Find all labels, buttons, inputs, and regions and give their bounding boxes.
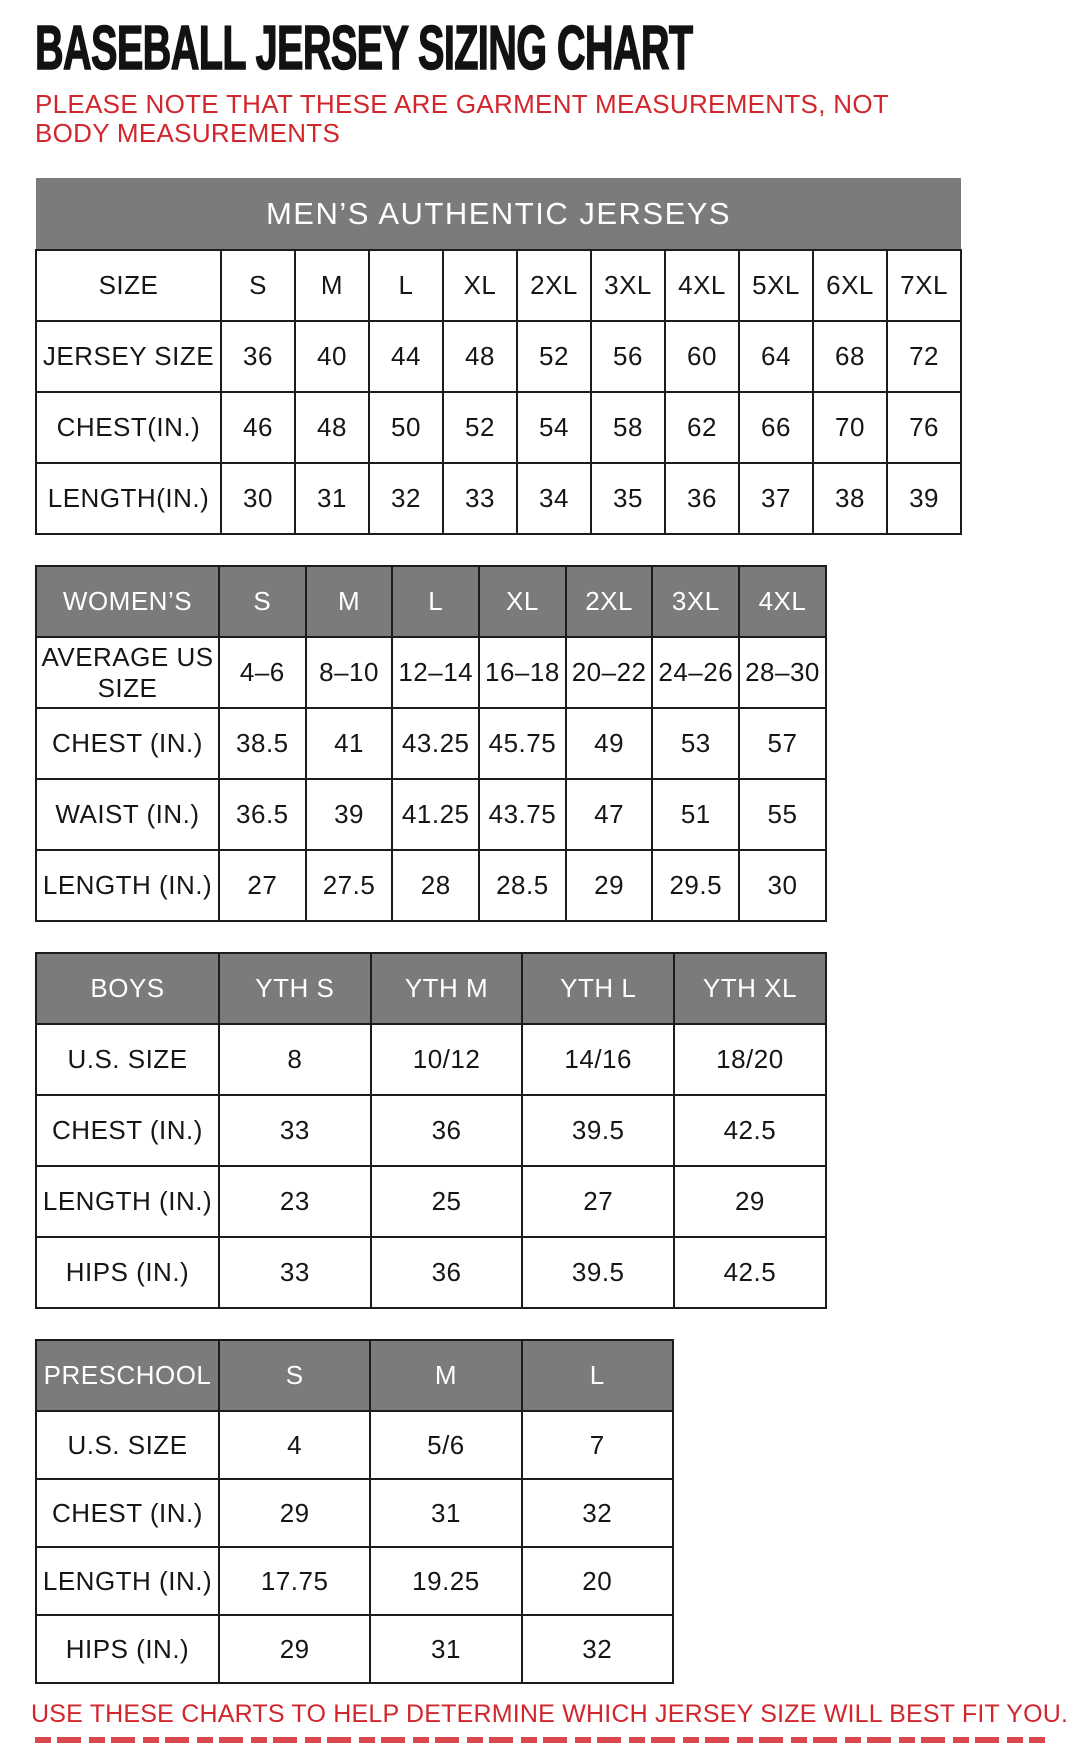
row-label: HIPS (IN.) — [36, 1615, 219, 1683]
row-label: AVERAGE US SIZE — [36, 637, 219, 708]
table-header-cell: L — [522, 1340, 673, 1411]
row-label: LENGTH (IN.) — [36, 1166, 219, 1237]
table-header-cell: S — [219, 1340, 370, 1411]
data-cell: 36.5 — [219, 779, 306, 850]
data-cell: 31 — [370, 1615, 521, 1683]
data-cell: 36 — [371, 1237, 523, 1308]
data-cell: 41 — [306, 708, 393, 779]
data-cell: 36 — [221, 321, 295, 392]
table-header-row — [36, 1340, 673, 1411]
data-cell: 17.75 — [219, 1547, 370, 1615]
data-cell: 24–26 — [652, 637, 739, 708]
data-cell: 27 — [219, 850, 306, 921]
data-cell: 60 — [665, 321, 739, 392]
data-cell: 72 — [887, 321, 961, 392]
table-header-cell: 3XL — [652, 566, 739, 637]
table-header-cell: YTH XL — [674, 953, 826, 1024]
table-row — [36, 1411, 673, 1479]
table-header-cell: YTH L — [522, 953, 674, 1024]
data-cell: 16–18 — [479, 637, 566, 708]
data-cell: 33 — [219, 1095, 371, 1166]
table-row — [36, 708, 826, 779]
data-cell: S — [221, 250, 295, 321]
data-cell: 33 — [219, 1237, 371, 1308]
data-cell: 14/16 — [522, 1024, 674, 1095]
page-title: BASEBALL JERSEY SIZING CHART — [35, 14, 693, 83]
table-row — [36, 250, 961, 321]
data-cell: 47 — [566, 779, 653, 850]
data-cell: 4–6 — [219, 637, 306, 708]
data-cell: 32 — [522, 1615, 673, 1683]
data-cell: XL — [443, 250, 517, 321]
row-label: WAIST (IN.) — [36, 779, 219, 850]
data-cell: 39.5 — [522, 1095, 674, 1166]
row-label: HIPS (IN.) — [36, 1237, 219, 1308]
row-label: LENGTH(IN.) — [36, 463, 221, 534]
row-label: CHEST(IN.) — [36, 392, 221, 463]
table-header-label: BOYS — [36, 953, 219, 1024]
table-row — [36, 637, 826, 708]
data-cell: 48 — [443, 321, 517, 392]
table-row — [36, 850, 826, 921]
table-header-cell: M — [370, 1340, 521, 1411]
data-cell: 39 — [887, 463, 961, 534]
data-cell: 28 — [392, 850, 479, 921]
data-cell: 30 — [221, 463, 295, 534]
data-cell: 20 — [522, 1547, 673, 1615]
preschool-sizing-table — [35, 1339, 674, 1684]
data-cell: 40 — [295, 321, 369, 392]
table-row — [36, 1095, 826, 1166]
row-label: JERSEY SIZE — [36, 321, 221, 392]
data-cell: 46 — [221, 392, 295, 463]
table-header-cell: 4XL — [739, 566, 826, 637]
data-cell: 48 — [295, 392, 369, 463]
data-cell: 7 — [522, 1411, 673, 1479]
data-cell: 54 — [517, 392, 591, 463]
data-cell: 2XL — [517, 250, 591, 321]
data-cell: 37 — [739, 463, 813, 534]
data-cell: M — [295, 250, 369, 321]
data-cell: 31 — [370, 1479, 521, 1547]
table-header-cell: S — [219, 566, 306, 637]
data-cell: 3XL — [591, 250, 665, 321]
womens-sizing-table — [35, 565, 827, 922]
table-header-label: PRESCHOOL — [36, 1340, 219, 1411]
data-cell: 18/20 — [674, 1024, 826, 1095]
data-cell: 38 — [813, 463, 887, 534]
data-cell: 42.5 — [674, 1237, 826, 1308]
data-cell: 51 — [652, 779, 739, 850]
row-label: U.S. SIZE — [36, 1411, 219, 1479]
row-label: CHEST (IN.) — [36, 1479, 219, 1547]
data-cell: 41.25 — [392, 779, 479, 850]
data-cell: 30 — [739, 850, 826, 921]
data-cell: 43.25 — [392, 708, 479, 779]
data-cell: 20–22 — [566, 637, 653, 708]
data-cell: 28–30 — [739, 637, 826, 708]
row-label: CHEST (IN.) — [36, 708, 219, 779]
data-cell: 32 — [369, 463, 443, 534]
table-header-cell: L — [392, 566, 479, 637]
data-cell: 29 — [219, 1615, 370, 1683]
data-cell: 7XL — [887, 250, 961, 321]
row-label: CHEST (IN.) — [36, 1095, 219, 1166]
data-cell: 12–14 — [392, 637, 479, 708]
data-cell: 6XL — [813, 250, 887, 321]
data-cell: 56 — [591, 321, 665, 392]
data-cell: 36 — [665, 463, 739, 534]
data-cell: 10/12 — [371, 1024, 523, 1095]
data-cell: 49 — [566, 708, 653, 779]
data-cell: 5XL — [739, 250, 813, 321]
data-cell: 33 — [443, 463, 517, 534]
data-cell: 29 — [219, 1479, 370, 1547]
data-cell: 5/6 — [370, 1411, 521, 1479]
data-cell: L — [369, 250, 443, 321]
data-cell: 25 — [371, 1166, 523, 1237]
row-label: SIZE — [36, 250, 221, 321]
data-cell: 19.25 — [370, 1547, 521, 1615]
data-cell: 28.5 — [479, 850, 566, 921]
data-cell: 27.5 — [306, 850, 393, 921]
data-cell: 68 — [813, 321, 887, 392]
data-cell: 57 — [739, 708, 826, 779]
data-cell: 31 — [295, 463, 369, 534]
table-banner: MEN’S AUTHENTIC JERSEYS — [36, 178, 961, 250]
data-cell: 43.75 — [479, 779, 566, 850]
data-cell: 34 — [517, 463, 591, 534]
data-cell: 70 — [813, 392, 887, 463]
table-row — [36, 779, 826, 850]
data-cell: 29.5 — [652, 850, 739, 921]
data-cell: 4 — [219, 1411, 370, 1479]
data-cell: 4XL — [665, 250, 739, 321]
garment-measurement-note: PLEASE NOTE THAT THESE ARE GARMENT MEASUREMENTS, NOT BODY MEASUREMENTS — [35, 89, 889, 148]
row-label: LENGTH (IN.) — [36, 1547, 219, 1615]
data-cell: 58 — [591, 392, 665, 463]
table-header-cell: YTH S — [219, 953, 371, 1024]
table-header-row — [36, 566, 826, 637]
data-cell: 52 — [443, 392, 517, 463]
table-row — [36, 463, 961, 534]
data-cell: 62 — [665, 392, 739, 463]
data-cell: 55 — [739, 779, 826, 850]
table-header-cell: 2XL — [566, 566, 653, 637]
data-cell: 53 — [652, 708, 739, 779]
data-cell: 29 — [674, 1166, 826, 1237]
table-header-cell: XL — [479, 566, 566, 637]
table-row — [36, 321, 961, 392]
table-row — [36, 392, 961, 463]
data-cell: 35 — [591, 463, 665, 534]
data-cell: 36 — [371, 1095, 523, 1166]
table-row — [36, 1547, 673, 1615]
data-cell: 66 — [739, 392, 813, 463]
table-row — [36, 1615, 673, 1683]
table-header-cell: M — [306, 566, 393, 637]
table-row — [36, 1479, 673, 1547]
row-label: U.S. SIZE — [36, 1024, 219, 1095]
boys-sizing-table — [35, 952, 827, 1309]
table-header-row — [36, 953, 826, 1024]
data-cell: 42.5 — [674, 1095, 826, 1166]
data-cell: 23 — [219, 1166, 371, 1237]
data-cell: 29 — [566, 850, 653, 921]
mens-sizing-table — [35, 178, 962, 535]
footer-advice-text: USE THESE CHARTS TO HELP DETERMINE WHICH JERSEY SIZE WILL BEST FIT YOU. — [31, 1700, 1069, 1728]
data-cell: 38.5 — [219, 708, 306, 779]
data-cell: 8 — [219, 1024, 371, 1095]
table-row — [36, 1237, 826, 1308]
data-cell: 52 — [517, 321, 591, 392]
data-cell: 50 — [369, 392, 443, 463]
cropped-text-sliver — [35, 1737, 1045, 1743]
data-cell: 64 — [739, 321, 813, 392]
table-row — [36, 1166, 826, 1237]
data-cell: 32 — [522, 1479, 673, 1547]
data-cell: 76 — [887, 392, 961, 463]
table-row — [36, 1024, 826, 1095]
data-cell: 27 — [522, 1166, 674, 1237]
table-header-label: WOMEN’S — [36, 566, 219, 637]
data-cell: 39.5 — [522, 1237, 674, 1308]
row-label: LENGTH (IN.) — [36, 850, 219, 921]
table-header-cell: YTH M — [371, 953, 523, 1024]
data-cell: 8–10 — [306, 637, 393, 708]
data-cell: 45.75 — [479, 708, 566, 779]
data-cell: 44 — [369, 321, 443, 392]
data-cell: 39 — [306, 779, 393, 850]
